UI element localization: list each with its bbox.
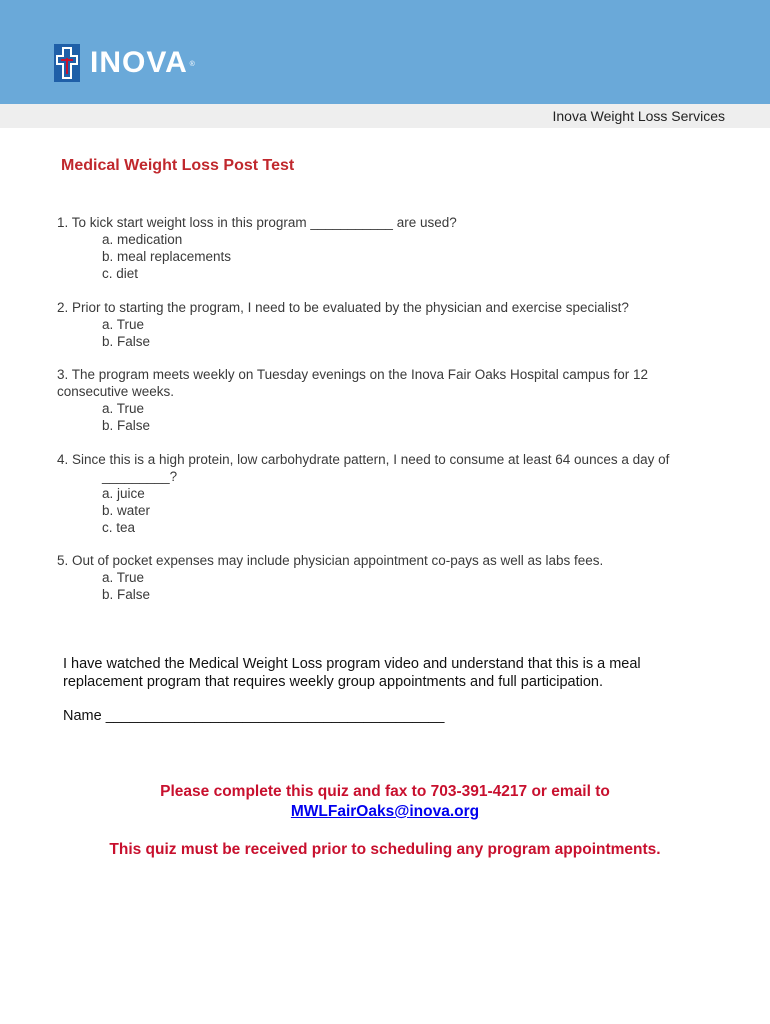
deadline-notice: This quiz must be received prior to scheduling any program appointments. <box>109 841 661 858</box>
answer-option: b. False <box>102 334 151 349</box>
answer-option: c. tea <box>102 520 136 535</box>
question-5 <box>57 552 603 603</box>
header-banner <box>0 0 770 104</box>
page-title: Medical Weight Loss Post Test <box>61 157 295 174</box>
answer-option: a. True <box>102 570 145 585</box>
answer-option: c. diet <box>102 266 139 281</box>
question-3 <box>57 366 648 434</box>
service-name: Inova Weight Loss Services <box>552 108 725 124</box>
question-1 <box>57 214 457 282</box>
question-2 <box>57 299 629 350</box>
logo-text: INOVA <box>90 46 188 79</box>
logo-wordmark <box>90 44 196 82</box>
question-text: 5. Out of pocket expenses may include physician appointment co-pays as well as labs fees. <box>57 553 604 568</box>
name-field[interactable]: Name __________________________________________ <box>63 708 445 724</box>
answer-option: b. water <box>102 503 151 518</box>
question-text: 2. Prior to starting the program, I need to be evaluated by the physician and exercise specialist? <box>57 300 629 315</box>
answer-blank: _________? <box>102 469 178 484</box>
question-text: 3. The program meets weekly on Tuesday evenings on the Inova Fair Oaks Hospital campus for 12 <box>57 367 649 382</box>
submission-notice <box>0 782 770 822</box>
question-4 <box>57 451 669 536</box>
inova-logo <box>54 44 196 82</box>
registered-mark: ® <box>189 61 196 68</box>
question-text: 1. To kick start weight loss in this program ___________ are used? <box>57 215 457 230</box>
question-text: 4. Since this is a high protein, low carbohydrate pattern, I need to consume at least 64 ounces a day of <box>57 452 670 467</box>
email-link[interactable]: MWLFairOaks@inova.org <box>290 803 480 820</box>
answer-option: b. False <box>102 418 151 433</box>
acknowledgement-statement: I have watched the Medical Weight Loss program video and understand that this is a meal replacement program that requires weekly group appointments and full participation. <box>63 656 641 690</box>
answer-option: a. True <box>102 401 145 416</box>
answer-option: a. juice <box>102 486 145 501</box>
inova-cross-icon <box>54 44 80 82</box>
answer-option: b. meal replacements <box>102 249 232 264</box>
notice-line: Please complete this quiz and fax to 703-391-4217 or email to <box>160 783 610 800</box>
answer-option: b. False <box>102 587 151 602</box>
question-text-continued: consecutive weeks. <box>57 384 175 399</box>
answer-option: a. medication <box>102 232 183 247</box>
answer-option: a. True <box>102 317 145 332</box>
subheader-bar <box>0 104 770 128</box>
